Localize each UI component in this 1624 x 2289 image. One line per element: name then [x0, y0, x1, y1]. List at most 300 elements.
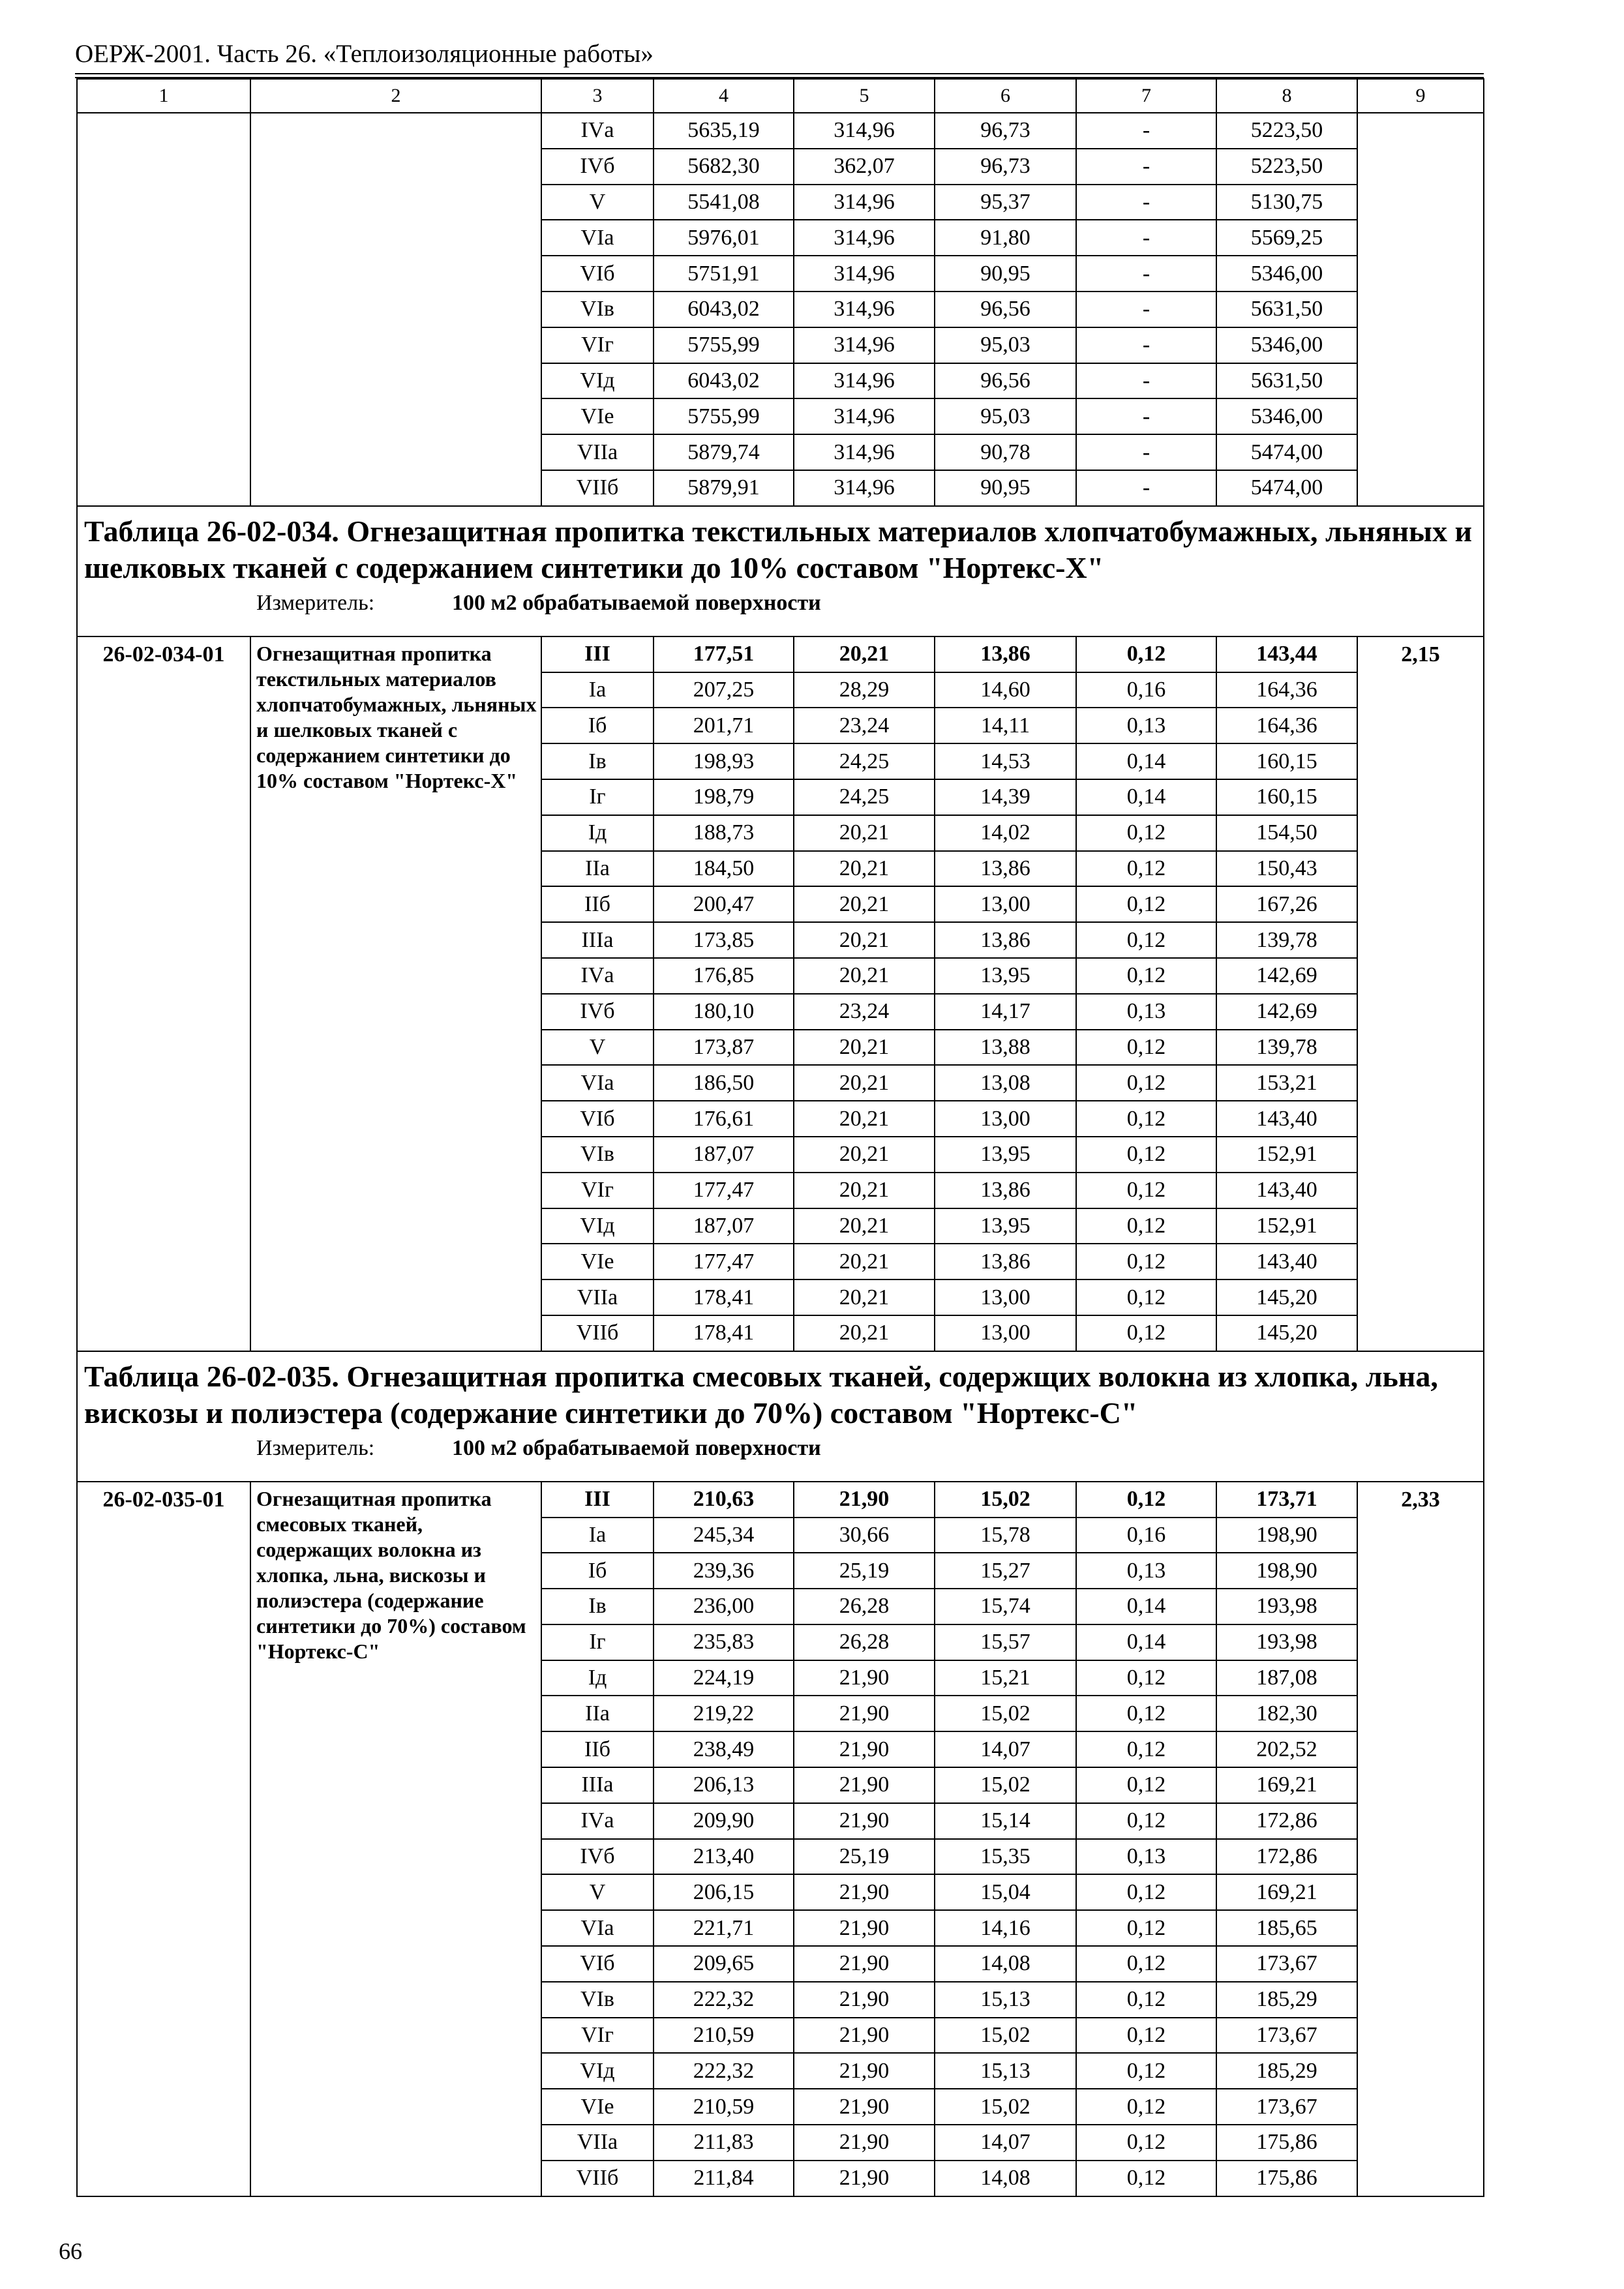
price-table — [76, 78, 1484, 2197]
wage-cell: 20,21 — [794, 1030, 935, 1066]
machine-cost-cell: 14,07 — [935, 2125, 1076, 2161]
wage-cell: 28,29 — [794, 672, 935, 708]
material-cost-cell: 198,90 — [1216, 1553, 1357, 1589]
zone-cell: VIе — [541, 2089, 654, 2125]
machinist-wage-cell: - — [1076, 470, 1216, 506]
total-cost-cell: 5976,01 — [654, 220, 794, 256]
machine-cost-cell: 14,16 — [935, 1910, 1076, 1946]
machine-cost-cell: 90,95 — [935, 470, 1076, 506]
zone-cell: Iа — [541, 672, 654, 708]
material-cost-cell: 185,65 — [1216, 1910, 1357, 1946]
machinist-wage-cell: - — [1076, 434, 1216, 470]
column-number: 9 — [1357, 79, 1484, 113]
machinist-wage-cell: 0,14 — [1076, 779, 1216, 815]
wage-cell: 21,90 — [794, 1982, 935, 2018]
section-title: Таблица 26-02-034. Огнезащитная пропитка текстильных материалов хлопчатобумажных, льняных и шелковых тканей с содержанием синтетики до 10% составом "Нортекс-Х" — [84, 514, 1472, 584]
wage-cell: 30,66 — [794, 1518, 935, 1553]
machine-cost-cell: 14,02 — [935, 815, 1076, 851]
zone-cell: Iб — [541, 1553, 654, 1589]
machine-cost-cell: 95,37 — [935, 185, 1076, 220]
machine-cost-cell: 15,13 — [935, 1982, 1076, 2018]
wage-cell: 23,24 — [794, 994, 935, 1030]
wage-cell: 20,21 — [794, 851, 935, 887]
wage-cell: 21,90 — [794, 2161, 935, 2196]
machine-cost-cell: 15,14 — [935, 1803, 1076, 1839]
machinist-wage-cell: 0,12 — [1076, 1803, 1216, 1839]
material-cost-cell: 145,20 — [1216, 1315, 1357, 1351]
machinist-wage-cell: 0,12 — [1076, 1030, 1216, 1066]
machine-cost-cell: 14,53 — [935, 743, 1076, 779]
wage-cell: 21,90 — [794, 1946, 935, 1982]
machine-cost-cell: 15,02 — [935, 1482, 1076, 1518]
measure-line — [84, 590, 1477, 616]
wage-cell: 314,96 — [794, 185, 935, 220]
total-cost-cell: 5635,19 — [654, 113, 794, 149]
material-cost-cell: 172,86 — [1216, 1803, 1357, 1839]
zone-cell: V — [541, 1874, 654, 1910]
total-cost-cell: 176,61 — [654, 1101, 794, 1137]
machinist-wage-cell: 0,12 — [1076, 1982, 1216, 2018]
zone-cell: V — [541, 1030, 654, 1066]
total-cost-cell: 235,83 — [654, 1624, 794, 1660]
column-number: 5 — [794, 79, 935, 113]
machinist-wage-cell: 0,12 — [1076, 1731, 1216, 1767]
table-section-header — [77, 1351, 1484, 1482]
code-cell — [77, 113, 250, 506]
zone-cell: VIв — [541, 1982, 654, 2018]
machinist-wage-cell: 0,16 — [1076, 672, 1216, 708]
total-cost-cell: 187,07 — [654, 1137, 794, 1173]
total-cost-cell: 177,47 — [654, 1173, 794, 1208]
zone-cell: IIб — [541, 886, 654, 922]
total-cost-cell: 173,87 — [654, 1030, 794, 1066]
material-cost-cell: 5346,00 — [1216, 398, 1357, 434]
zone-cell: VIг — [541, 1173, 654, 1208]
material-cost-cell: 193,98 — [1216, 1624, 1357, 1660]
machinist-wage-cell: 0,12 — [1076, 851, 1216, 887]
total-cost-cell: 239,36 — [654, 1553, 794, 1589]
machinist-wage-cell: 0,12 — [1076, 1279, 1216, 1315]
wage-cell: 20,21 — [794, 1101, 935, 1137]
total-cost-cell: 187,07 — [654, 1208, 794, 1244]
machinist-wage-cell: - — [1076, 149, 1216, 185]
machinist-wage-cell: 0,12 — [1076, 2125, 1216, 2161]
machine-cost-cell: 13,00 — [935, 1315, 1076, 1351]
zone-cell: IVб — [541, 149, 654, 185]
wage-cell: 20,21 — [794, 922, 935, 958]
machine-cost-cell: 90,78 — [935, 434, 1076, 470]
wage-cell: 25,19 — [794, 1553, 935, 1589]
zone-cell: IVа — [541, 113, 654, 149]
zone-cell: Iв — [541, 1589, 654, 1624]
zone-cell: III — [541, 636, 654, 672]
machinist-wage-cell: 0,12 — [1076, 2089, 1216, 2125]
total-cost-cell: 209,90 — [654, 1803, 794, 1839]
total-cost-cell: 198,79 — [654, 779, 794, 815]
machinist-wage-cell: - — [1076, 398, 1216, 434]
machine-cost-cell: 15,27 — [935, 1553, 1076, 1589]
zone-cell: IIа — [541, 1696, 654, 1731]
machinist-wage-cell: 0,12 — [1076, 958, 1216, 994]
machinist-wage-cell: 0,12 — [1076, 1874, 1216, 1910]
machine-cost-cell: 15,57 — [935, 1624, 1076, 1660]
zone-cell: Iг — [541, 779, 654, 815]
table-section-header — [77, 506, 1484, 636]
zone-cell: IIа — [541, 851, 654, 887]
material-cost-cell: 173,71 — [1216, 1482, 1357, 1518]
machine-cost-cell: 90,95 — [935, 256, 1076, 292]
zone-cell: VIIа — [541, 1279, 654, 1315]
total-cost-cell: 219,22 — [654, 1696, 794, 1731]
material-cost-cell: 154,50 — [1216, 815, 1357, 851]
page-header — [75, 38, 1484, 78]
zone-cell: VIе — [541, 398, 654, 434]
header-rule — [75, 73, 1484, 74]
wage-cell: 20,21 — [794, 1173, 935, 1208]
zone-cell: VIе — [541, 1244, 654, 1279]
zone-cell: VIб — [541, 256, 654, 292]
total-cost-cell: 198,93 — [654, 743, 794, 779]
zone-cell: VIб — [541, 1946, 654, 1982]
zone-cell: IIIа — [541, 922, 654, 958]
machinist-wage-cell: 0,12 — [1076, 1315, 1216, 1351]
machine-cost-cell: 96,56 — [935, 363, 1076, 399]
zone-cell: Iб — [541, 708, 654, 743]
zone-cell: VIа — [541, 1065, 654, 1101]
zone-cell: VIд — [541, 2053, 654, 2089]
wage-cell: 20,21 — [794, 1315, 935, 1351]
machinist-wage-cell: 0,16 — [1076, 1518, 1216, 1553]
material-cost-cell: 185,29 — [1216, 2053, 1357, 2089]
machine-cost-cell: 15,02 — [935, 2089, 1076, 2125]
zone-cell: VIг — [541, 2018, 654, 2054]
zone-cell: VIд — [541, 1208, 654, 1244]
machinist-wage-cell: 0,12 — [1076, 1173, 1216, 1208]
zone-cell: Iв — [541, 743, 654, 779]
material-cost-cell: 175,86 — [1216, 2161, 1357, 2196]
wage-cell: 21,90 — [794, 2089, 935, 2125]
total-cost-cell: 188,73 — [654, 815, 794, 851]
machine-cost-cell: 13,86 — [935, 1173, 1076, 1208]
material-cost-cell: 173,67 — [1216, 1946, 1357, 1982]
column-number: 4 — [654, 79, 794, 113]
wage-cell: 21,90 — [794, 1803, 935, 1839]
machine-cost-cell: 13,86 — [935, 851, 1076, 887]
machinist-wage-cell: 0,12 — [1076, 1101, 1216, 1137]
machinist-wage-cell: 0,12 — [1076, 1065, 1216, 1101]
machine-cost-cell: 15,78 — [935, 1518, 1076, 1553]
material-cost-cell: 193,98 — [1216, 1589, 1357, 1624]
table-row — [77, 1482, 1484, 1518]
total-cost-cell: 224,19 — [654, 1660, 794, 1696]
wage-cell: 26,28 — [794, 1624, 935, 1660]
material-cost-cell: 145,20 — [1216, 1279, 1357, 1315]
machine-cost-cell: 15,35 — [935, 1839, 1076, 1875]
machine-cost-cell: 95,03 — [935, 327, 1076, 363]
zone-cell: Iа — [541, 1518, 654, 1553]
material-cost-cell: 5130,75 — [1216, 185, 1357, 220]
material-cost-cell: 150,43 — [1216, 851, 1357, 887]
zone-cell: IVб — [541, 994, 654, 1030]
machinist-wage-cell: 0,12 — [1076, 1244, 1216, 1279]
material-cost-cell: 5631,50 — [1216, 363, 1357, 399]
machine-cost-cell: 14,08 — [935, 1946, 1076, 1982]
wage-cell: 20,21 — [794, 1244, 935, 1279]
wage-cell: 362,07 — [794, 149, 935, 185]
wage-cell: 21,90 — [794, 1910, 935, 1946]
zone-cell: VIIа — [541, 2125, 654, 2161]
wage-cell: 23,24 — [794, 708, 935, 743]
wage-cell: 314,96 — [794, 470, 935, 506]
machine-cost-cell: 13,95 — [935, 1208, 1076, 1244]
wage-cell: 314,96 — [794, 434, 935, 470]
machinist-wage-cell: 0,12 — [1076, 2018, 1216, 2054]
material-cost-cell: 164,36 — [1216, 708, 1357, 743]
section-title: Таблица 26-02-035. Огнезащитная пропитка смесовых тканей, содержщих волокна из хлопка, льна, вискозы и полиэстера (содержание синтетики до 70%) составом "Нортекс-С" — [84, 1359, 1438, 1429]
zone-cell: VIа — [541, 220, 654, 256]
code-cell: 26-02-034-01 — [77, 636, 250, 1351]
coefficient-cell: 2,15 — [1357, 636, 1484, 1351]
machinist-wage-cell: - — [1076, 327, 1216, 363]
machine-cost-cell: 15,74 — [935, 1589, 1076, 1624]
machinist-wage-cell: 0,12 — [1076, 1208, 1216, 1244]
total-cost-cell: 5541,08 — [654, 185, 794, 220]
total-cost-cell: 200,47 — [654, 886, 794, 922]
material-cost-cell: 139,78 — [1216, 1030, 1357, 1066]
wage-cell: 20,21 — [794, 1279, 935, 1315]
material-cost-cell: 5223,50 — [1216, 113, 1357, 149]
machinist-wage-cell: 0,12 — [1076, 636, 1216, 672]
total-cost-cell: 201,71 — [654, 708, 794, 743]
column-number: 3 — [541, 79, 654, 113]
material-cost-cell: 143,40 — [1216, 1244, 1357, 1279]
machine-cost-cell: 15,02 — [935, 1767, 1076, 1803]
wage-cell: 24,25 — [794, 779, 935, 815]
code-cell: 26-02-035-01 — [77, 1482, 250, 2196]
machine-cost-cell: 15,02 — [935, 2018, 1076, 2054]
machinist-wage-cell: - — [1076, 292, 1216, 327]
total-cost-cell: 5879,74 — [654, 434, 794, 470]
machine-cost-cell: 14,17 — [935, 994, 1076, 1030]
material-cost-cell: 175,86 — [1216, 2125, 1357, 2161]
zone-cell: VIд — [541, 363, 654, 399]
machine-cost-cell: 13,95 — [935, 958, 1076, 994]
total-cost-cell: 173,85 — [654, 922, 794, 958]
machine-cost-cell: 13,86 — [935, 636, 1076, 672]
material-cost-cell: 185,29 — [1216, 1982, 1357, 2018]
zone-cell: VIIб — [541, 470, 654, 506]
description-cell — [250, 113, 541, 506]
material-cost-cell: 160,15 — [1216, 779, 1357, 815]
zone-cell: VIг — [541, 327, 654, 363]
total-cost-cell: 211,84 — [654, 2161, 794, 2196]
machinist-wage-cell: 0,12 — [1076, 922, 1216, 958]
total-cost-cell: 6043,02 — [654, 363, 794, 399]
machinist-wage-cell: 0,12 — [1076, 1910, 1216, 1946]
coefficient-cell: 2,33 — [1357, 1482, 1484, 2196]
table-row — [77, 113, 1484, 149]
column-number-row — [77, 79, 1484, 113]
material-cost-cell: 5346,00 — [1216, 256, 1357, 292]
total-cost-cell: 178,41 — [654, 1279, 794, 1315]
material-cost-cell: 169,21 — [1216, 1767, 1357, 1803]
machinist-wage-cell: 0,12 — [1076, 2053, 1216, 2089]
machine-cost-cell: 14,11 — [935, 708, 1076, 743]
wage-cell: 24,25 — [794, 743, 935, 779]
wage-cell: 21,90 — [794, 2053, 935, 2089]
machinist-wage-cell: - — [1076, 113, 1216, 149]
page-number: 66 — [59, 2238, 82, 2264]
total-cost-cell: 206,15 — [654, 1874, 794, 1910]
total-cost-cell: 236,00 — [654, 1589, 794, 1624]
total-cost-cell: 238,49 — [654, 1731, 794, 1767]
column-number: 6 — [935, 79, 1076, 113]
material-cost-cell: 160,15 — [1216, 743, 1357, 779]
zone-cell: IVа — [541, 1803, 654, 1839]
zone-cell: IVб — [541, 1839, 654, 1875]
measure-value: 100 м2 обрабатываемой поверхности — [452, 1435, 821, 1460]
wage-cell: 314,96 — [794, 327, 935, 363]
machine-cost-cell: 15,04 — [935, 1874, 1076, 1910]
total-cost-cell: 178,41 — [654, 1315, 794, 1351]
material-cost-cell: 172,86 — [1216, 1839, 1357, 1875]
material-cost-cell: 182,30 — [1216, 1696, 1357, 1731]
machine-cost-cell: 13,00 — [935, 1279, 1076, 1315]
machinist-wage-cell: 0,12 — [1076, 1660, 1216, 1696]
machine-cost-cell: 15,21 — [935, 1660, 1076, 1696]
machine-cost-cell: 91,80 — [935, 220, 1076, 256]
wage-cell: 20,21 — [794, 636, 935, 672]
wage-cell: 20,21 — [794, 1137, 935, 1173]
zone-cell: VIв — [541, 1137, 654, 1173]
machine-cost-cell: 95,03 — [935, 398, 1076, 434]
measure-label: Измеритель: — [256, 590, 375, 615]
material-cost-cell: 143,40 — [1216, 1101, 1357, 1137]
material-cost-cell: 169,21 — [1216, 1874, 1357, 1910]
wage-cell: 21,90 — [794, 1874, 935, 1910]
wage-cell: 20,21 — [794, 1065, 935, 1101]
material-cost-cell: 153,21 — [1216, 1065, 1357, 1101]
machinist-wage-cell: 0,12 — [1076, 2161, 1216, 2196]
wage-cell: 21,90 — [794, 2018, 935, 2054]
machine-cost-cell: 14,60 — [935, 672, 1076, 708]
machinist-wage-cell: 0,12 — [1076, 1137, 1216, 1173]
material-cost-cell: 173,67 — [1216, 2018, 1357, 2054]
machinist-wage-cell: 0,12 — [1076, 1946, 1216, 1982]
total-cost-cell: 222,32 — [654, 2053, 794, 2089]
material-cost-cell: 5474,00 — [1216, 434, 1357, 470]
zone-cell: VIIа — [541, 434, 654, 470]
machine-cost-cell: 13,00 — [935, 886, 1076, 922]
machinist-wage-cell: 0,12 — [1076, 1767, 1216, 1803]
machinist-wage-cell: 0,12 — [1076, 815, 1216, 851]
machinist-wage-cell: - — [1076, 185, 1216, 220]
section-header-cell — [77, 506, 1484, 636]
measure-line — [84, 1435, 1477, 1461]
total-cost-cell: 177,47 — [654, 1244, 794, 1279]
wage-cell: 314,96 — [794, 256, 935, 292]
machinist-wage-cell: 0,13 — [1076, 708, 1216, 743]
material-cost-cell: 142,69 — [1216, 958, 1357, 994]
total-cost-cell: 210,59 — [654, 2089, 794, 2125]
machine-cost-cell: 96,73 — [935, 149, 1076, 185]
zone-cell: VIб — [541, 1101, 654, 1137]
machinist-wage-cell: - — [1076, 220, 1216, 256]
wage-cell: 21,90 — [794, 1660, 935, 1696]
zone-cell: Iд — [541, 815, 654, 851]
measure-value: 100 м2 обрабатываемой поверхности — [452, 590, 821, 615]
machinist-wage-cell: 0,14 — [1076, 743, 1216, 779]
machine-cost-cell: 13,95 — [935, 1137, 1076, 1173]
column-number: 1 — [77, 79, 250, 113]
machinist-wage-cell: 0,13 — [1076, 1839, 1216, 1875]
total-cost-cell: 176,85 — [654, 958, 794, 994]
wage-cell: 20,21 — [794, 886, 935, 922]
material-cost-cell: 143,40 — [1216, 1173, 1357, 1208]
column-number: 8 — [1216, 79, 1357, 113]
zone-cell: IIIа — [541, 1767, 654, 1803]
machine-cost-cell: 13,86 — [935, 1244, 1076, 1279]
total-cost-cell: 184,50 — [654, 851, 794, 887]
total-cost-cell: 221,71 — [654, 1910, 794, 1946]
total-cost-cell: 211,83 — [654, 2125, 794, 2161]
total-cost-cell: 6043,02 — [654, 292, 794, 327]
machine-cost-cell: 14,08 — [935, 2161, 1076, 2196]
wage-cell: 21,90 — [794, 2125, 935, 2161]
material-cost-cell: 142,69 — [1216, 994, 1357, 1030]
machine-cost-cell: 14,07 — [935, 1731, 1076, 1767]
machinist-wage-cell: 0,13 — [1076, 1553, 1216, 1589]
machinist-wage-cell: - — [1076, 256, 1216, 292]
zone-cell: VIв — [541, 292, 654, 327]
machinist-wage-cell: 0,14 — [1076, 1589, 1216, 1624]
machinist-wage-cell: 0,12 — [1076, 1482, 1216, 1518]
measure-label: Измеритель: — [256, 1435, 375, 1460]
wage-cell: 21,90 — [794, 1696, 935, 1731]
description-cell: Огнезащитная пропитка смесовых тканей, содержащих волокна из хлопка, льна, вискозы и полиэстера (содержание синтетики до 70%) составом "Нортекс-С" — [250, 1482, 541, 2196]
total-cost-cell: 206,13 — [654, 1767, 794, 1803]
material-cost-cell: 152,91 — [1216, 1137, 1357, 1173]
wage-cell: 20,21 — [794, 815, 935, 851]
total-cost-cell: 207,25 — [654, 672, 794, 708]
total-cost-cell: 5755,99 — [654, 327, 794, 363]
zone-cell: VIа — [541, 1910, 654, 1946]
zone-cell: VIIб — [541, 2161, 654, 2196]
total-cost-cell: 210,59 — [654, 2018, 794, 2054]
zone-cell: Iд — [541, 1660, 654, 1696]
total-cost-cell: 186,50 — [654, 1065, 794, 1101]
wage-cell: 20,21 — [794, 1208, 935, 1244]
machine-cost-cell: 13,88 — [935, 1030, 1076, 1066]
total-cost-cell: 213,40 — [654, 1839, 794, 1875]
column-number: 2 — [250, 79, 541, 113]
machinist-wage-cell: 0,12 — [1076, 1696, 1216, 1731]
machinist-wage-cell: 0,12 — [1076, 886, 1216, 922]
material-cost-cell: 5631,50 — [1216, 292, 1357, 327]
material-cost-cell: 143,44 — [1216, 636, 1357, 672]
material-cost-cell: 187,08 — [1216, 1660, 1357, 1696]
material-cost-cell: 152,91 — [1216, 1208, 1357, 1244]
wage-cell: 20,21 — [794, 958, 935, 994]
zone-cell: IIб — [541, 1731, 654, 1767]
material-cost-cell: 5223,50 — [1216, 149, 1357, 185]
zone-cell: III — [541, 1482, 654, 1518]
wage-cell: 314,96 — [794, 398, 935, 434]
machine-cost-cell: 15,02 — [935, 1696, 1076, 1731]
wage-cell: 21,90 — [794, 1482, 935, 1518]
machine-cost-cell: 15,13 — [935, 2053, 1076, 2089]
table-row — [77, 636, 1484, 672]
